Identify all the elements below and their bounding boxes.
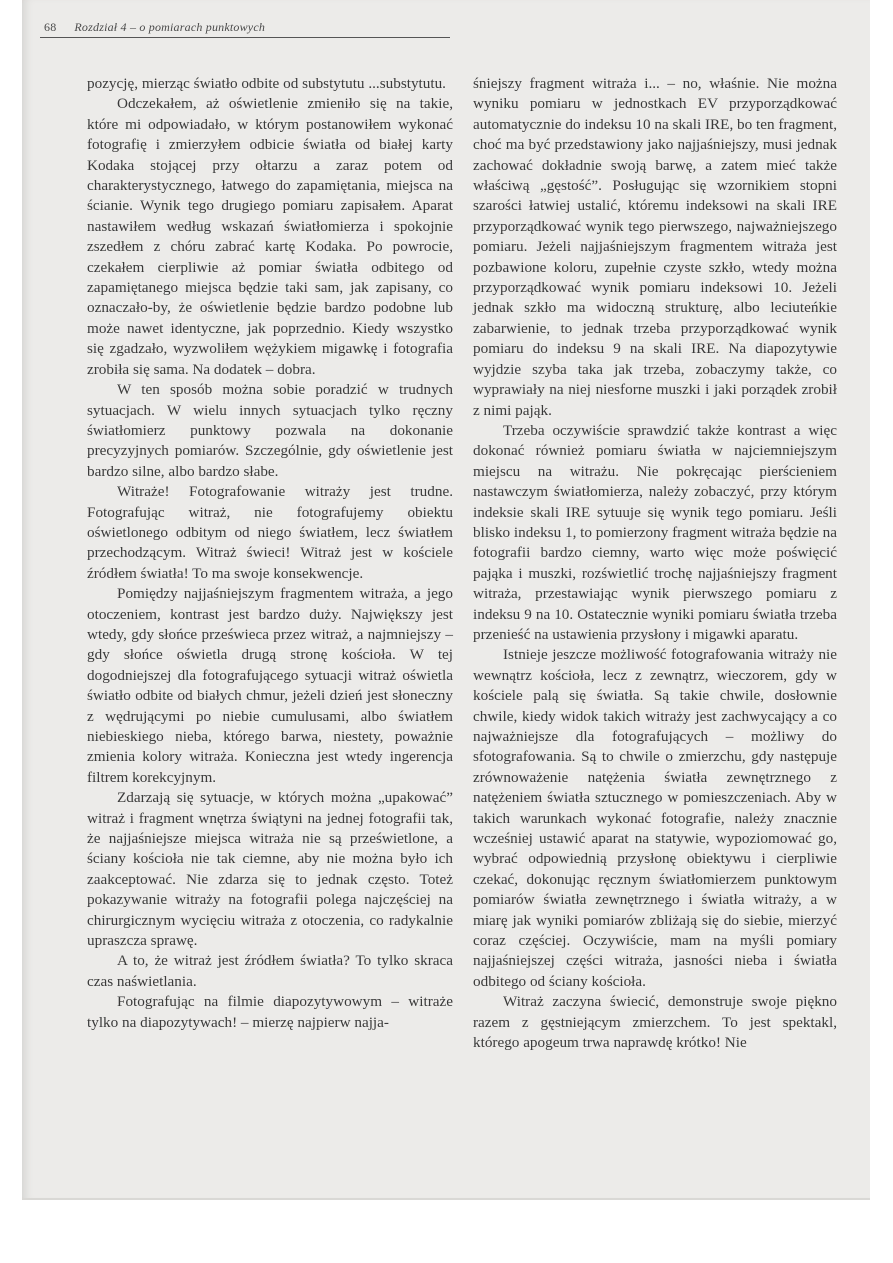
paragraph: Witraże! Fotografowanie witraży jest trudne. Fotografując witraż, nie fotografujemy obiektu oświetlonego odbitym od niego światłem, lecz światłem przechodzącym. Witraż świeci! Witraż jest w kościele źródłem światła! To ma swoje konsekwencje.: [87, 483, 453, 582]
header-rule: [40, 37, 450, 38]
paragraph: Istnieje jeszcze możliwość fotografowania witraży nie wewnątrz kościoła, lecz z zewnątrz, wieczorem, gdy w kościele palą się światła. Są takie chwile, dosłownie chwile, kiedy widok takich witraży jest zachwycający a co najważniejsze dla fotografujących – możliwy do sfotografowania. Są to chwile o zmierzchu, gdy następuje zrównoważenie natężenia światła zewnętrznego z natężeniem światła sztucznego w pomieszczeniach. Aby w takich warunkach wykonać fotografie, należy znacznie wcześniej ustawić aparat na statywie, wypoziomować go, wybrać odpowiednią przysłonę obiektywu i cierpliwie czekać, dokonując ręcznym światłomierzem punktowym pomiarów światła zewnętrznego i światła witraży, a w miarę jak wyniki pomiarów zbliżają się do siebie, mierzyć coraz częściej. Oczywiście, mam na myśli pomiary najjaśniejszej części witraża, jasności nieba i światła odbitego od ściany kościoła.: [473, 646, 837, 990]
left-column: [87, 74, 453, 1033]
chapter-title: Rozdział 4 – o pomiarach punktowych: [74, 20, 266, 34]
right-column: [473, 74, 837, 1054]
paragraph: Trzeba oczywiście sprawdzić także kontrast a więc dokonać również pomiaru światła w najciemniejszym miejscu na witrażu. Nie pokręcając pierścieniem nastawczym światłomierza, należy zobaczyć, przy którym indeksie skali IRE sytuuje się wynik tego pomiaru. Jeśli blisko indeksu 1, to pomierzony fragment witraża będzie na fotografii bardzo ciemny, warto więc może poświęcić pająka i muszki, rozświetlić trochę najjaśniejszy fragment witraża, przestawiając wynik pierwszego pomiaru z indeksu 9 na 10. Ostatecznie wyniki pomiaru światła trzeba przenieść na ustawienia przysłony i migawki aparatu.: [473, 421, 837, 643]
paragraph: A to, że witraż jest źródłem światła? To tylko skraca czas naświetlania.: [87, 952, 453, 990]
paragraph: śniejszy fragment witraża i... – no, właśnie. Nie można wyniku pomiaru w jednostkach EV przyporządkować automatycznie do indeksu 10 na skali IRE, bo ten fragment, choć ma być przedstawiony jako najjaśniejszy, musi jednak zachować dokładnie swoją barwę, a zatem mieć także właściwą „gęstość”. Posługując się wzornikiem stopni szarości łatwiej ustalić, któremu indeksowi na skali IRE przyporządkować wynik tego pierwszego, najważniejszego pomiaru. Jeżeli najjaśniejszym fragmentem witraża jest pozbawione koloru, zupełnie czyste szkło, wtedy można przyporządkować wynik pomiaru indeksowi 10. Jeżeli jednak szkło ma widoczną strukturę, albo leciuteńkie zabarwienie, to jednak trzeba przyporządkować wynik pomiaru do indeksu 9 na skali IRE. Na diapozytywie wyjdzie szyba taka jak trzeba, zobaczymy także, co wyprawiały na niej niesforne muszki i jaki porządek zrobił z nimi pająk.: [473, 75, 837, 419]
paragraph: pozycję, mierząc światło odbite od substytutu ...substytutu.: [87, 75, 446, 92]
paragraph: Witraż zaczyna świecić, demonstruje swoje piękno razem z gęstniejącym zmierzchem. To jest spektakl, którego apogeum trwa naprawdę krótko! Nie: [473, 993, 837, 1052]
paragraph: W ten sposób można sobie poradzić w trudnych sytuacjach. W wielu innych sytuacjach tylko ręczny światłomierz punktowy pozwala na dokonanie precyzyjnych pomiarów. Szczególnie, gdy oświetlenie jest bardzo silne, albo bardzo słabe.: [87, 381, 453, 480]
paragraph: Pomiędzy najjaśniejszym fragmentem witraża, a jego otoczeniem, kontrast jest bardzo duży. Największy jest wtedy, gdy słońce prześwieca przez witraż, a najmniejszy – gdy słońce oświetla drugą stronę kościoła. W tej dogodniejszej dla fotografującego sytuacji witraż oświetla światło odbite od białych chmur, jeżeli dzień jest słoneczny z wędrującymi po niebie cumulusami, albo światłem niebieskiego nieba, którego barwa, niestety, poważnie zmienia kolory witraża. Konieczna jest wtedy ingerencja filtrem korekcyjnym.: [87, 585, 453, 786]
page-bottom-edge: [22, 1198, 870, 1200]
paragraph: Odczekałem, aż oświetlenie zmieniło się na takie, które mi odpowiadało, w którym postanowiłem wykonać fotografię i zmierzyłem odbicie światła od białej karty Kodaka stojącej przy ołtarzu a zaraz potem od charakterystycznego, łatwego do zapamiętania, miejsca na ścianie. Wynik tego drugiego pomiaru zapisałem. Aparat nastawiłem według wskazań światłomierza i spokojnie zszedłem z chóru zabrać kartę Kodaka. Po powrocie, czekałem cierpliwie aż pomiar światła odbitego od zapamiętanego miejsca będzie taki sam, jak zapisany, co oznaczało-by, że oświetlenie będzie bardzo podobne lub może nawet identyczne, jak poprzednio. Kiedy wszystko się zgadzało, wyzwoliłem wężykiem migawkę i fotografia zrobiła się sama. Na dodatek – dobra.: [87, 95, 453, 378]
running-header: [44, 20, 265, 35]
page-number: 68: [44, 20, 57, 34]
paragraph: Zdarzają się sytuacje, w których można „upakować” witraż i fragment wnętrza świątyni na jednej fotografii tak, że najjaśniejsze miejsca witraża nie są prześwietlone, a ściany kościoła nie tak ciemne, aby nie można było ich zaakceptować. Nie zdarza się to jednak często. Toteż pokazywanie witraży na fotografii polega najczęściej na chirurgicznym wycięciu witraża z otoczenia, co radykalnie upraszcza sprawę.: [87, 789, 453, 950]
paragraph: Fotografując na filmie diapozytywowym – witraże tylko na diapozytywach! – mierzę najpierw najja-: [87, 993, 453, 1031]
